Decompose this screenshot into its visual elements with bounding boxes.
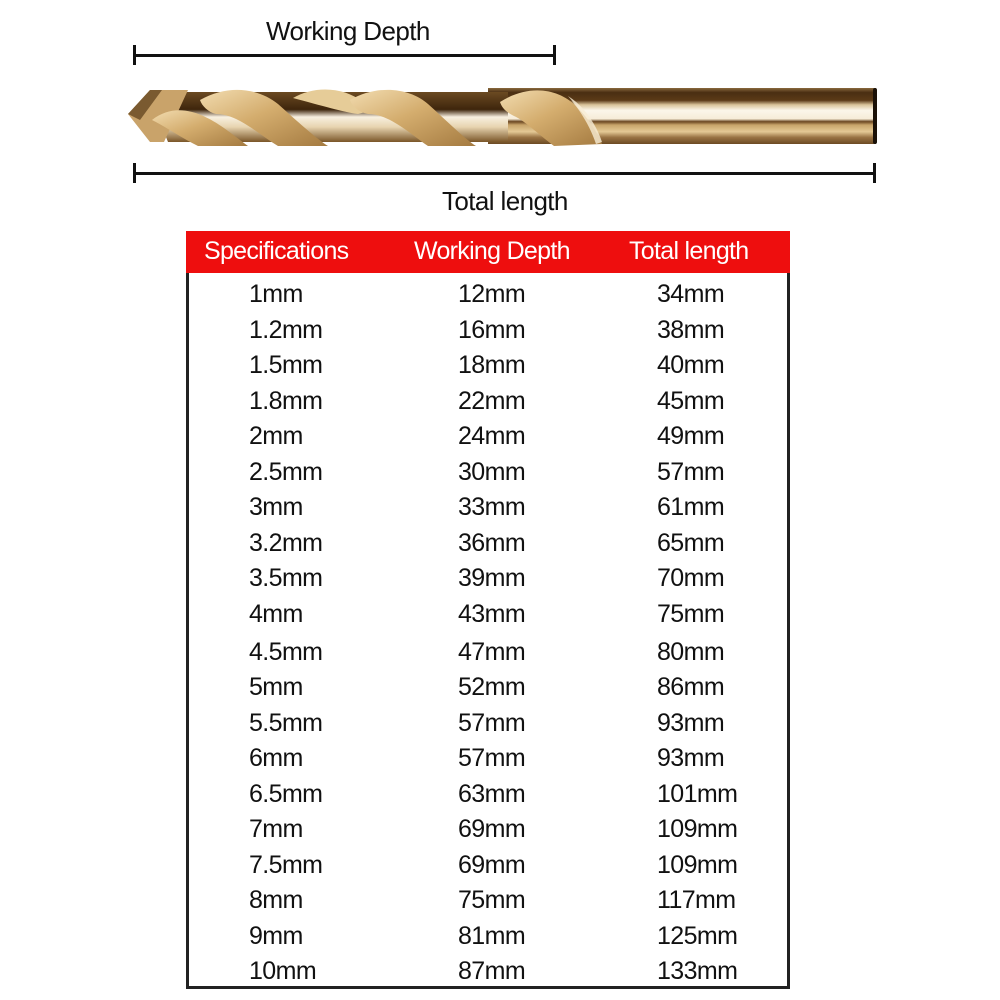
cell-spec: 1.8mm (249, 386, 323, 415)
table-row (189, 851, 787, 887)
table-row (189, 529, 787, 565)
table-row (189, 387, 787, 423)
cell-working-depth: 24mm (458, 422, 526, 450)
table-row (189, 351, 787, 387)
cell-spec: 10mm (249, 957, 317, 985)
specifications-table (186, 231, 790, 989)
drill-bit-icon (128, 84, 884, 148)
total-length-label: Total length (442, 186, 568, 216)
cell-spec: 1.2mm (249, 315, 323, 344)
cell-spec: 5.5mm (249, 708, 323, 737)
cell-total-length: 49mm (657, 422, 725, 450)
cell-spec: 1.5mm (249, 351, 323, 379)
cell-spec: 1mm (249, 280, 303, 308)
table-row (189, 316, 787, 352)
cell-spec: 7mm (249, 815, 303, 843)
cell-working-depth: 87mm (458, 957, 526, 985)
cell-total-length: 57mm (657, 457, 725, 486)
cell-total-length: 109mm (657, 815, 738, 843)
table-row (189, 638, 787, 674)
cell-working-depth: 69mm (458, 850, 526, 879)
cell-spec: 3mm (249, 493, 303, 521)
table-row (189, 280, 787, 316)
cell-working-depth: 43mm (458, 599, 526, 628)
cell-spec: 3.2mm (249, 528, 323, 557)
cell-spec: 3.5mm (249, 564, 323, 592)
cell-total-length: 38mm (657, 315, 725, 344)
working-depth-tick-right (553, 45, 556, 65)
cell-working-depth: 33mm (458, 493, 526, 521)
cell-working-depth: 16mm (458, 315, 526, 344)
table-row (189, 709, 787, 745)
cell-total-length: 61mm (657, 493, 725, 521)
total-length-tick-right (873, 163, 876, 183)
cell-spec: 2.5mm (249, 457, 323, 486)
cell-total-length: 34mm (657, 280, 725, 308)
cell-total-length: 75mm (657, 599, 725, 628)
cell-working-depth: 39mm (458, 564, 526, 592)
cell-spec: 6mm (249, 744, 303, 772)
cell-working-depth: 75mm (458, 886, 526, 914)
cell-total-length: 70mm (657, 564, 725, 592)
table-row (189, 673, 787, 709)
cell-spec: 4.5mm (249, 637, 323, 666)
cell-total-length: 101mm (657, 779, 738, 808)
table-row (189, 744, 787, 780)
cell-spec: 2mm (249, 422, 303, 450)
total-length-tick-left (133, 163, 136, 183)
cell-total-length: 109mm (657, 850, 738, 879)
table-header-row (186, 231, 790, 273)
cell-working-depth: 36mm (458, 528, 526, 557)
table-row (189, 815, 787, 851)
cell-working-depth: 18mm (458, 351, 526, 379)
cell-spec: 9mm (249, 921, 303, 950)
cell-spec: 8mm (249, 886, 303, 914)
cell-working-depth: 47mm (458, 637, 526, 666)
cell-working-depth: 69mm (458, 815, 526, 843)
cell-spec: 5mm (249, 673, 303, 701)
cell-working-depth: 12mm (458, 280, 526, 308)
cell-spec: 4mm (249, 599, 303, 628)
cell-spec: 6.5mm (249, 779, 323, 808)
table-row (189, 422, 787, 458)
table-row (189, 922, 787, 958)
working-depth-tick-left (133, 45, 136, 65)
cell-spec: 7.5mm (249, 850, 323, 879)
cell-total-length: 80mm (657, 637, 725, 666)
cell-working-depth: 57mm (458, 744, 526, 772)
header-specifications: Specifications (204, 237, 349, 265)
header-total-length: Total length (629, 237, 749, 265)
cell-working-depth: 81mm (458, 921, 526, 950)
table-row (189, 780, 787, 816)
header-working-depth: Working Depth (414, 237, 570, 265)
cell-working-depth: 57mm (458, 708, 526, 737)
total-length-dimension-line (134, 172, 875, 175)
cell-total-length: 133mm (657, 957, 738, 985)
cell-working-depth: 63mm (458, 779, 526, 808)
cell-total-length: 65mm (657, 528, 725, 557)
table-row (189, 493, 787, 529)
table-row (189, 886, 787, 922)
table-row (189, 600, 787, 638)
cell-total-length: 117mm (657, 886, 736, 914)
table-row (189, 564, 787, 600)
cell-total-length: 45mm (657, 386, 725, 415)
cell-total-length: 40mm (657, 351, 725, 379)
table-body (189, 280, 787, 993)
table-row (189, 957, 787, 993)
cell-total-length: 125mm (657, 921, 738, 950)
cell-working-depth: 30mm (458, 457, 526, 486)
cell-total-length: 93mm (657, 708, 725, 737)
cell-working-depth: 52mm (458, 673, 526, 701)
table-row (189, 458, 787, 494)
working-depth-label: Working Depth (266, 16, 430, 46)
cell-total-length: 86mm (657, 673, 725, 701)
cell-working-depth: 22mm (458, 386, 526, 415)
working-depth-dimension-line (134, 54, 555, 57)
cell-total-length: 93mm (657, 744, 725, 772)
